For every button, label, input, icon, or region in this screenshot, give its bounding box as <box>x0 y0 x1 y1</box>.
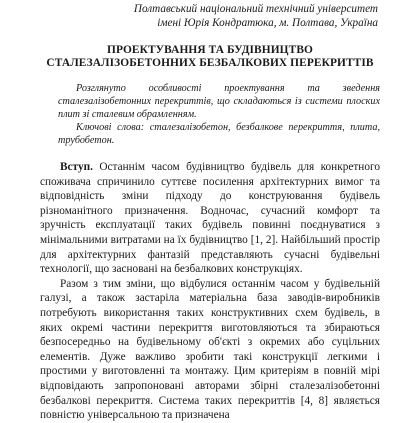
title-line-1: ПРОЕКТУВАННЯ ТА БУДІВНИЦТВО <box>107 44 313 56</box>
body-text <box>40 160 380 423</box>
intro-paragraph-text: Останнім часом будівництво будівель для конкретного споживача спричинило суттєве посилення архітектурних вимог та відповідність зміни підходу до конструювання будівель різноманітного призначення. Водночас, сучасний комфорт та зручність експлуатації таких будівель повинні поєднуватися з мінімальними витратами на їх будівництво [1, 2]. Найбільший простір для архітектурних фантазій представляють сучасні будівельні технології, що засновані на безбалкових конструкціях. <box>40 161 380 276</box>
document-page <box>0 2 400 422</box>
affiliation-line-2: імені Юрія Кондратюка, м. Полтава, Україна <box>157 17 378 29</box>
affiliation-line-1: Полтавський національний технічний університет <box>133 3 378 15</box>
affiliation <box>40 2 378 30</box>
keywords: Ключові слова: сталезалізобетон, безбалкове перекриття, плита, трубобетон. <box>58 122 380 146</box>
second-paragraph: Разом з тим зміни, що відбулися останнім часом у будівельній галузі, а також застаріла матеріальна база заводів-виробників потребують використання таких конструктивних схем будівель, в яких окремі частини перекриття виготовляються та збираються безпосередньо на будівельному об'єкті з окремих або суцільних елементів. Дуже важливо зробити такі конструкції легкими і простими у виготовленні та монтажу. Цим критеріям в повній мірі відповідають запропоновані авторами збірні сталезалізобетонні безбалкові перекриття. Система таких перекриттів [4, 8] являється повністю універсальною та призначена <box>40 277 380 422</box>
abstract-text: Розглянуто особливості проектування та зведення сталезалізобетонних перекриттів, що складаються із системи плоских плит зі сталевим обрамленням. <box>58 83 380 120</box>
intro-label: Вступ. <box>60 161 93 173</box>
paper-title <box>40 44 380 70</box>
title-line-2: СТАЛЕЗАЛІЗОБЕТОННИХ БЕЗБАЛКОВИХ ПЕРЕКРИТТІВ <box>46 57 374 69</box>
abstract <box>40 82 380 147</box>
intro-paragraph <box>40 160 380 277</box>
